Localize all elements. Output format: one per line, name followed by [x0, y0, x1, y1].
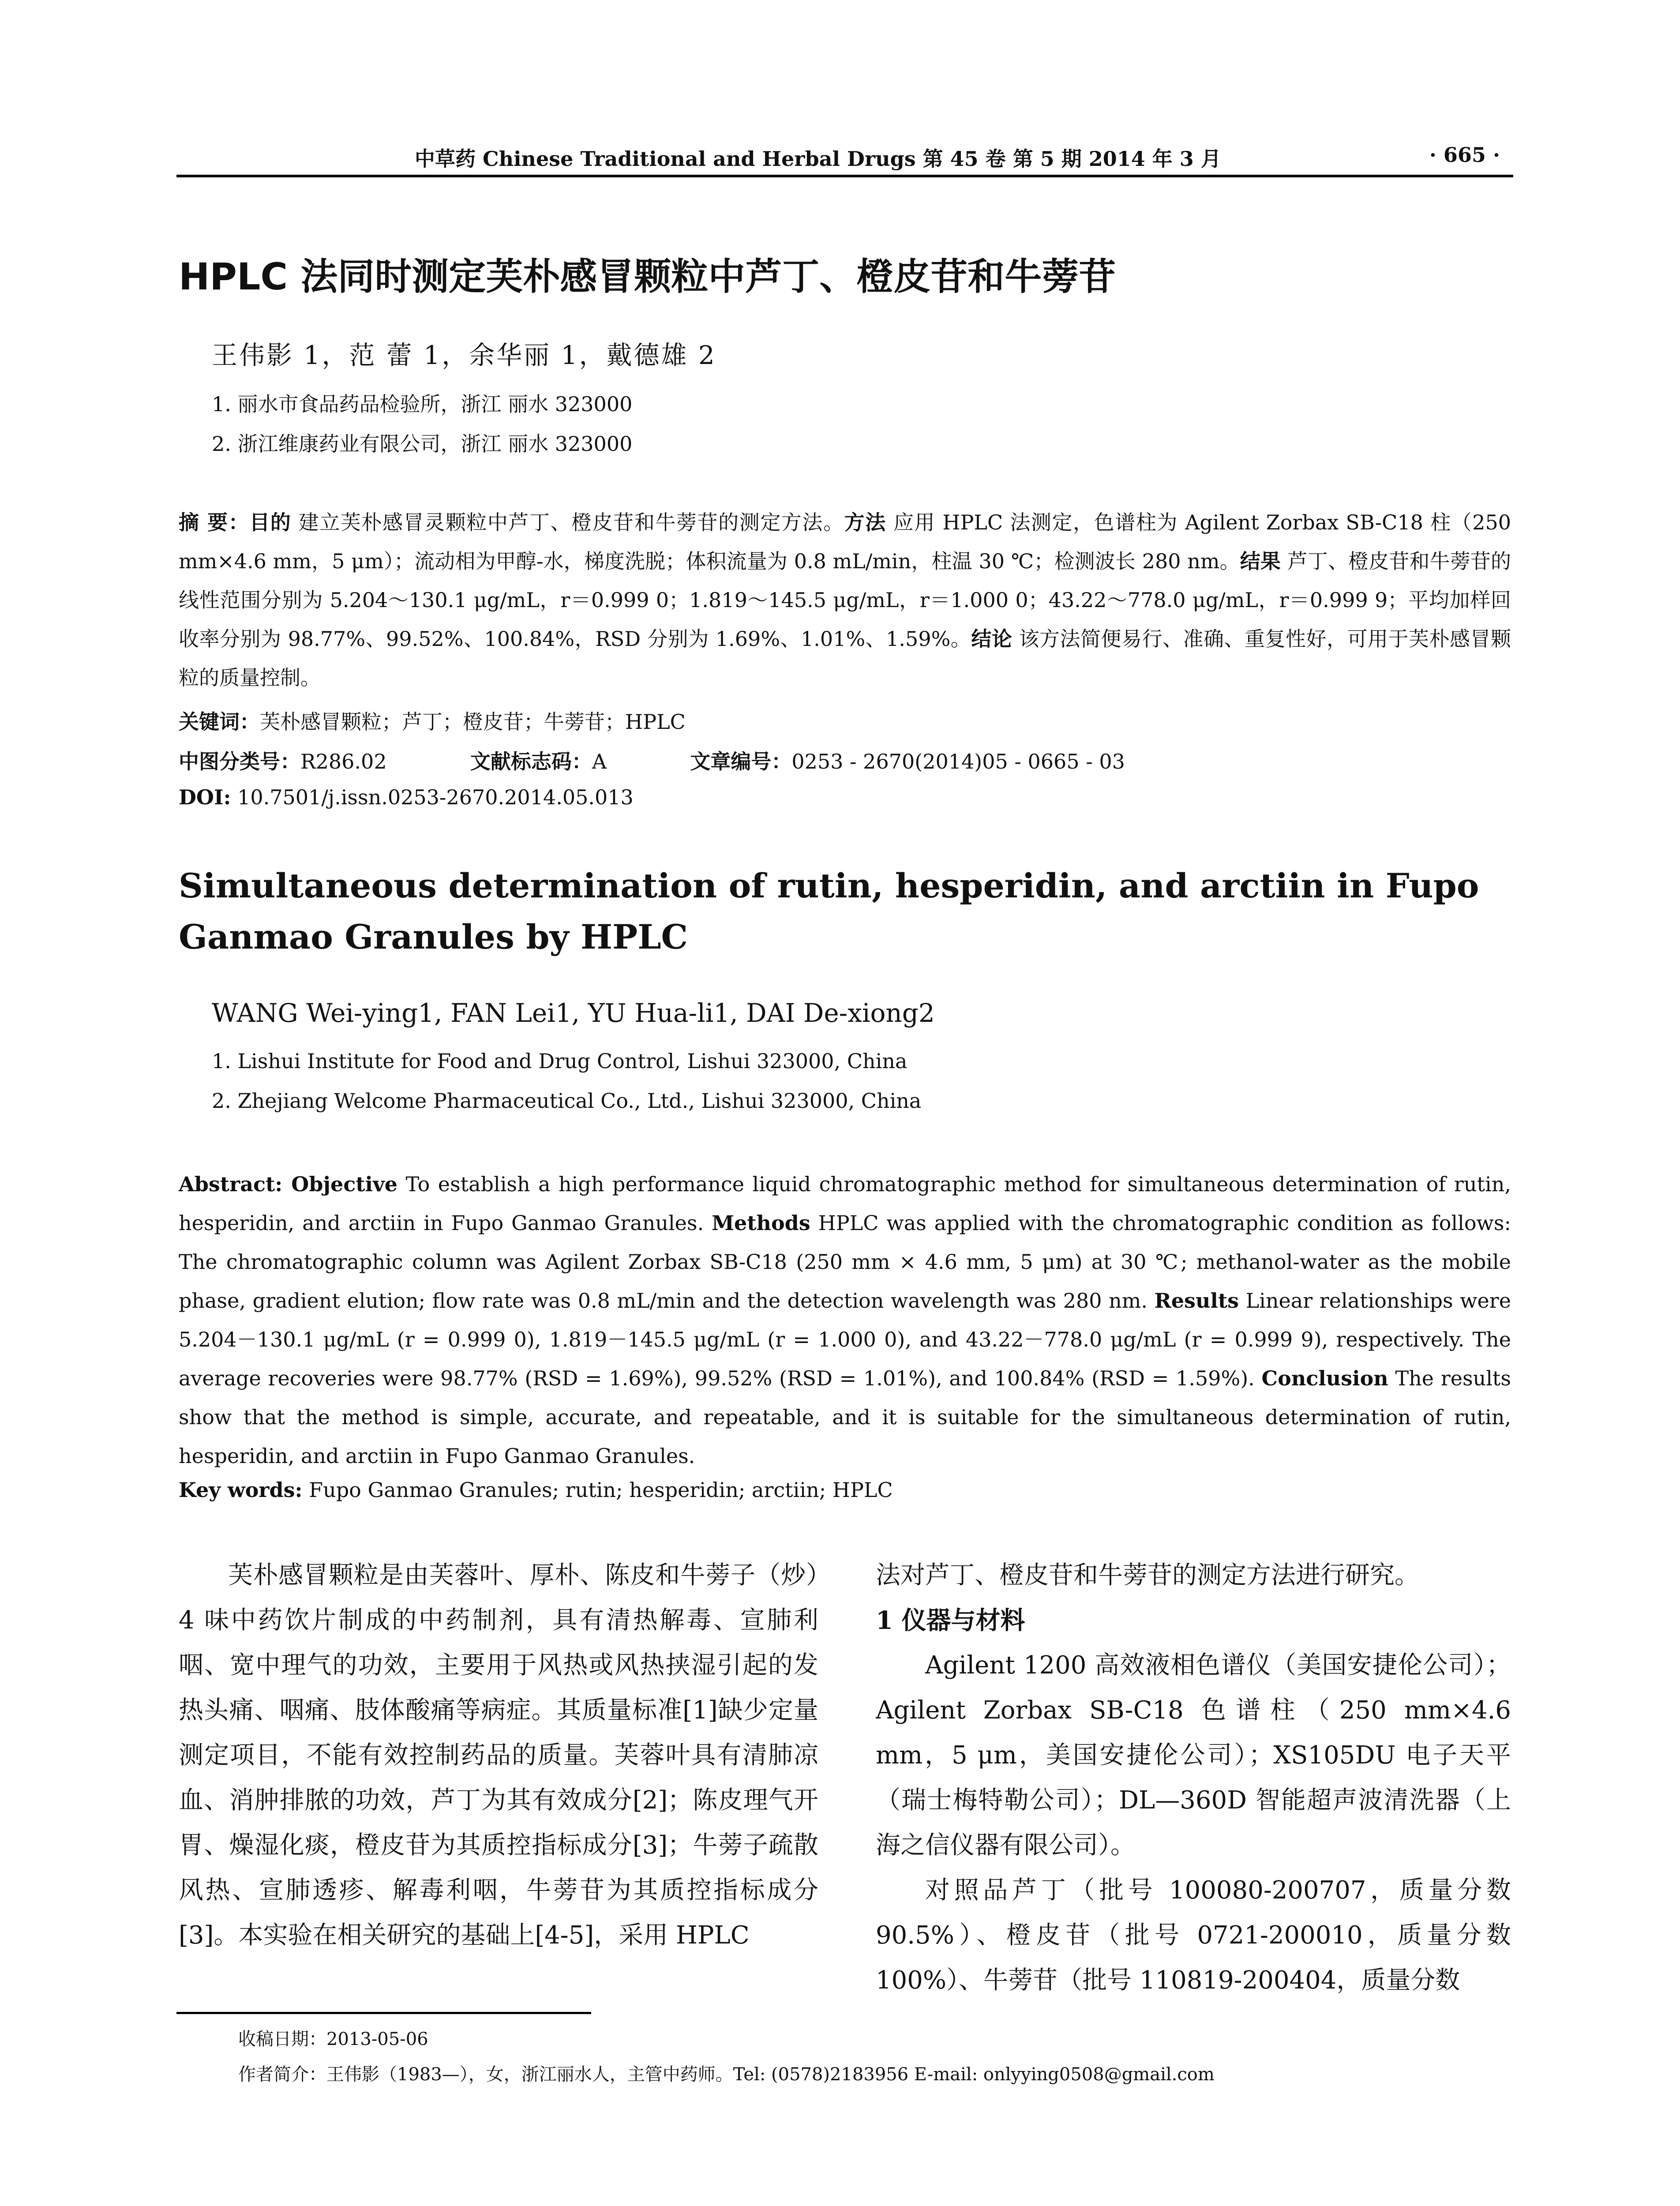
- title-english: Simultaneous determination of rutin, hesperidin, and arctiin in Fupo Ganmao Granules by HPLC: [179, 866, 1479, 957]
- doi-label: DOI:: [179, 785, 231, 809]
- page-number: · 665 ·: [1429, 143, 1500, 167]
- intro-paragraph: 芙朴感冒颗粒是由芙蓉叶、厚朴、陈皮和牛蒡子（炒）4 味中药饮片制成的中药制剂，具有清热解毒、宣肺利咽、宽中理气的功效，主要用于风热或风热挟湿引起的发热头痛、咽痛、肢体酸痛等病症。其质量标准[1]缺少定量测定项目，不能有效控制药品的质量。芙蓉叶具有清肺凉血、消肿排脓的功效，芦丁为其有效成分[2]；陈皮理气开胃、燥湿化痰，橙皮苷为其质控指标成分[3]；牛蒡子疏散风热、宣肺透疹、解毒利咽，牛蒡苷为其质控指标成分[3]。本实验在相关研究的基础上[4-5]，采用 HPLC: [179, 1561, 818, 1950]
- doc-code-value: A: [592, 750, 607, 773]
- title-chinese: HPLC 法同时测定芙朴感冒颗粒中芦丁、橙皮苷和牛蒡苷: [179, 255, 1116, 298]
- objective-cn-label: 目的: [249, 510, 292, 534]
- objective-en-label: Objective: [282, 1172, 398, 1196]
- abstract-english: [179, 1165, 1511, 1475]
- article-number-value: 0253 - 2670(2014)05 - 0665 - 03: [791, 750, 1125, 773]
- methods-cn-label: 方法: [844, 510, 886, 534]
- conclusion-en-label: Conclusion: [1261, 1366, 1388, 1390]
- authors-chinese: 王伟影 1，范 蕾 1，余华丽 1，戴德雄 2: [212, 340, 716, 370]
- conclusion-cn: 该方法简便易行、准确、重复性好，可用于芙朴感冒颗粒的质量控制。: [179, 627, 1511, 690]
- journal-info: 中草药 Chinese Traditional and Herbal Drugs 第 45 卷 第 5 期 2014 年 3 月: [415, 147, 1221, 171]
- keywords-cn-text: 芙朴感冒颗粒；芦丁；橙皮苷；牛蒡苷；HPLC: [260, 710, 686, 734]
- doi-line: [179, 785, 634, 809]
- affiliation-cn-1: 1. 丽水市食品药品检验所，浙江 丽水 323000: [212, 392, 633, 416]
- clc-label: 中图分类号：: [179, 750, 300, 773]
- results-cn-label: 结果: [1240, 549, 1281, 573]
- conclusion-en: The results show that the method is simple, accurate, and repeatable, and it is suitable for the simultaneous determination of rutin, hesperidin, and arctiin in Fupo Ganmao Granules.: [179, 1366, 1511, 1468]
- running-header: [176, 140, 1513, 177]
- keywords-chinese: [179, 706, 686, 735]
- footnote-received: 收稿日期：2013-05-06: [238, 2029, 428, 2049]
- doc-code-label: 文献标志码：: [470, 750, 592, 773]
- affiliation-cn-2: 2. 浙江维康药业有限公司，浙江 丽水 323000: [212, 432, 633, 456]
- keywords-en-text: Fupo Ganmao Granules; rutin; hesperidin; arctiin; HPLC: [302, 1478, 893, 1502]
- reagents-paragraph: 对照品芦丁（批号 100080-200707，质量分数 90.5%）、橙皮苷（批号 0721-200010，质量分数 100%）、牛蒡苷（批号 110819-200404，质量分数: [876, 1876, 1511, 1995]
- footnote-rule: [176, 2012, 591, 2014]
- article-number-label: 文章编号：: [690, 750, 792, 773]
- intro-paragraph-end: 法对芦丁、橙皮苷和牛蒡苷的测定方法进行研究。: [876, 1561, 1419, 1590]
- objective-cn: 建立芙朴感冒灵颗粒中芦丁、橙皮苷和牛蒡苷的测定方法。: [291, 510, 844, 534]
- classification-line: [179, 746, 1125, 775]
- results-en: Linear relationships were 5.204－130.1 μg/mL (r = 0.999 0), 1.819－145.5 μg/mL (r = 1.000 0), and 43.22－778.0 μg/mL (r = 0.999 9), respectively. The average recoveries were 98.77% (RSD = 1.69%), 99.52% (RSD = 1.01%), and 100.84% (RSD = 1.59%).: [179, 1289, 1511, 1390]
- section-heading-1: 1 仪器与材料: [876, 1606, 1025, 1635]
- methods-cn: 应用 HPLC 法测定，色谱柱为 Agilent Zorbax SB-C18 柱（250 mm×4.6 mm，5 μm）；流动相为甲醇-水，梯度洗脱；体积流量为 0.8 mL/min，柱温 30 ℃；检测波长 280 nm。: [179, 510, 1511, 573]
- abstract-en-label: Abstract:: [179, 1172, 283, 1196]
- abstract-chinese: [179, 503, 1511, 697]
- results-cn: 芦丁、橙皮苷和牛蒡苷的线性范围分别为 5.204～130.1 μg/mL，r＝0.999 0；1.819～145.5 μg/mL，r＝1.000 0；43.22～778.0 μg/mL，r＝0.999 9；平均加样回收率分别为 98.77%、99.52%、100.84%，RSD 分别为 1.69%、1.01%、1.59%。: [179, 549, 1511, 651]
- keywords-en-label: Key words:: [179, 1478, 303, 1502]
- methods-en: HPLC was applied with the chromatographic condition as follows: The chromatographic column was Agilent Zorbax SB-C18 (250 mm × 4.6 mm, 5 μm) at 30 ℃; methanol-water as the mobile phase, gradient elution; flow rate was 0.8 mL/min and the detection wavelength was 280 nm.: [179, 1211, 1511, 1313]
- body-column-right: [876, 1553, 1511, 2003]
- doi-value: 10.7501/j.issn.0253-2670.2014.05.013: [231, 785, 634, 809]
- results-en-label: Results: [1154, 1289, 1239, 1313]
- body-column-left: [179, 1553, 818, 1958]
- instruments-paragraph: Agilent 1200 高效液相色谱仪（美国安捷伦公司）；Agilent Zorbax SB-C18 色谱柱（250 mm×4.6 mm，5 μm，美国安捷伦公司）；XS105DU 电子天平（瑞士梅特勒公司）；DL—360D 智能超声波清洗器（上海之信仪器有限公司）。: [876, 1651, 1511, 1860]
- conclusion-cn-label: 结论: [971, 627, 1012, 651]
- methods-en-label: Methods: [712, 1211, 810, 1235]
- authors-english: WANG Wei-ying1, FAN Lei1, YU Hua-li1, DAI De-xiong2: [212, 998, 935, 1028]
- affiliation-en-1: 1. Lishui Institute for Food and Drug Control, Lishui 323000, China: [212, 1049, 908, 1073]
- keywords-cn-label: 关键词：: [179, 710, 260, 734]
- keywords-english: [179, 1478, 893, 1502]
- footnote-author: 作者简介：王伟影（1983—），女，浙江丽水人，主管中药师。Tel: (0578)2183956 E-mail: onlyying0508@gmail.com: [238, 2064, 1215, 2085]
- clc-value: R286.02: [300, 750, 387, 773]
- objective-en: To establish a high performance liquid chromatographic method for simultaneous determination of rutin, hesperidin, and arctiin in Fupo Ganmao Granules.: [179, 1172, 1511, 1235]
- abstract-cn-label: 摘 要：: [179, 510, 250, 534]
- affiliation-en-2: 2. Zhejiang Welcome Pharmaceutical Co., Ltd., Lishui 323000, China: [212, 1089, 922, 1113]
